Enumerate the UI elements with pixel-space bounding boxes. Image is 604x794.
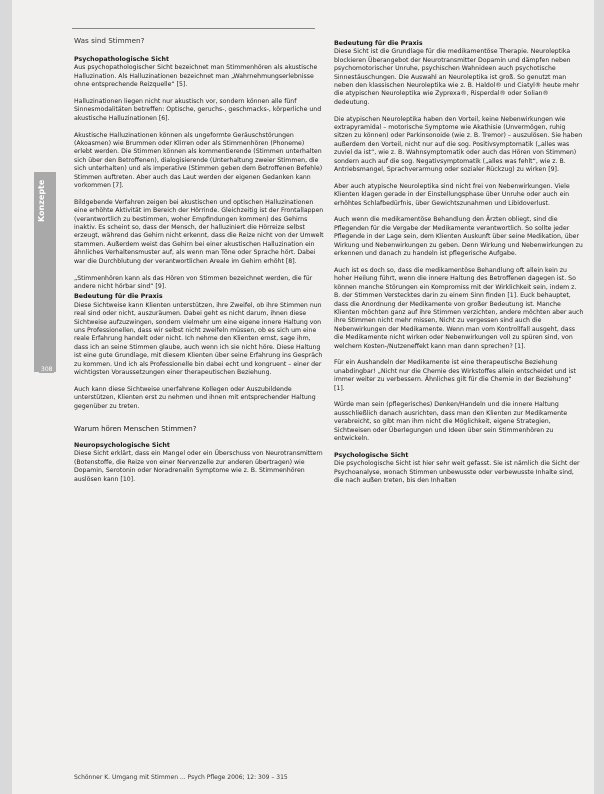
side-tab-label: Konzepte — [37, 179, 46, 222]
paragraph: Würde man sein (pflegerisches) Denken/Handeln und die innere Haltung ausschließlich danach ausrichten, dass man den Klienten zur Medikamente verabreicht, so gibt man ihm nicht die Möglichkeit, eigene Strategien, Sichtweisen oder Überlegungen und Ideen über sein Stimmenhören zu entwickeln. — [334, 401, 568, 442]
paragraph: Diese Sicht ist die Grundlage für die medikamentöse Therapie. Neuroleptika blockieren Überangebot der Neurotransmitter Dopamin und dämpfen neben psychomotorischer Unruhe, psychischen Wahnideen auch psychotische Sinnestäuschungen. Die Auswahl an Neuroleptika ist groß. So genutzt man neben den klassischen Neuroleptika wie z. B. Haldol® und Ciatyl® heute mehr die atypischen Neuroleptika wie Zyprexa®, Risperdal® oder Solian® dedeutung. — [334, 48, 580, 106]
right-column — [334, 40, 584, 494]
side-page-number: 308 — [41, 366, 53, 373]
paragraph: Aber auch atypische Neuroleptika sind nicht frei von Nebenwirkungen. Viele Klienten klagen gerade in der Einstellungsphase über Unruhe oder auch ein erhöhtes Schlafbedürfnis, über Gewichtszunahmen und Libidoverlust. — [334, 182, 570, 207]
left-column — [74, 56, 324, 492]
page-footer-citation: Schönner K. Umgang mit Stimmen ... Psych Pflege 2006; 12: 309 – 315 — [74, 774, 288, 781]
heading-psychopathologische-sicht: Psychopathologische Sicht — [74, 56, 169, 63]
document-page — [12, 0, 594, 794]
heading-neuropsychologische-sicht: Neuropsychologische Sicht — [74, 441, 170, 449]
paragraph: Halluzinationen liegen nicht nur akustisch vor, sondern können alle fünf Sinnesmodalitäten betreffen: Optische, geruchs-, geschmacks-, körperliche und akustische Halluzinationen [6]. — [74, 98, 322, 122]
header-rule — [72, 28, 315, 29]
heading-psychologische-sicht: Psychologische Sicht — [334, 451, 409, 459]
paragraph: Auch kann diese Sichtweise unerfahrene Kollegen oder Auszubildende unterstützen, Klienten erst zu nehmen und ihnen mit entsprechender Haltung gegenüber zu treten. — [74, 385, 316, 410]
paragraph: Bildgebende Verfahren zeigen bei akustischen und optischen Halluzinationen eine erhöhte Aktivität im Bereich der Hörrinde. Gleichzeitig ist der Frontallappen (verantwortlich zu bestimmen, woher Empfindungen kommen) des Gehirns inaktiv. Es scheint so, dass der Mensch, der halluziniert die Hörreize selbst erzeugt, während das Gehirn nicht erkennt, dass die Reize nicht von der Umwelt stammen. Außerdem weist das Gehirn bei einer akustischen Halluzination ein ähnliches Verhaltensmuster auf, als wenn man Töne oder Sprache hört. Dabei war die Durchblutung der verantwortlichen Areale im Gehirn erhöht [8]. — [74, 198, 324, 265]
paragraph: Diese Sicht erklärt, dass ein Mangel oder ein Überschuss von Neurotransmittern (Botenstoffe, die Reize von einer Nervenzelle zur anderen übertragen) wie Dopamin, Serotonin oder Noradrenalin Symptome wie z. B. Stimmenhören auslösen kann [10]. — [74, 450, 323, 483]
heading-bedeutung-praxis: Bedeutung für die Praxis — [74, 293, 163, 301]
paragraph: Akustische Halluzinationen können als ungeformte Geräuschstörungen (Akoasmen) wie Brummen oder Klirren oder als Stimmenhören (Phoneme) erlebt werden. Die Stimmen können als kommentierende (Stimmen unterhalten sich über den Betroffenen), dialogisierende (Unterhaltung zweier Stimmen, die sich unterhalten) und als imperative (Stimmen geben dem Betroffenen Befehle) Stimmen auftreten. Aber auch das Laut werden der eigenen Gedanken kann vorkommen [7]. — [74, 131, 323, 190]
heading-warum-stimmen: Warum hören Menschen Stimmen? — [74, 424, 197, 433]
heading-bedeutung-praxis: Bedeutung für die Praxis — [334, 40, 423, 47]
paragraph: Auch ist es doch so, dass die medikamentöse Behandlung oft allein kein zu hoher Heilung führt, wenn die innere Haltung des Betroffenen dagegen ist. So können manche Störungen ein Kompromiss mit der Wirklichkeit sein, indem z. B. der Stimmen Verstecktes darin zu einem Sinn finden [1]. Euck behauptet, dass die Anordnung der Medikamente von großer Bedeutung ist. Manche Klienten möchten ganz auf ihre Stimmen verzichten, andere möchten aber auch ihre Stimmen nicht mehr missen, Nicht zu vergessen sind auch die Nebenwirkungen der Medikamente. Wenn man vom Kontrollfall ausgeht, dass die Medikamente nicht wirken oder Nebenwirkungen voll zu spüren sind, von welchem Kosten-/Nutzeneffekt kann man dann sprechen? [1]. — [334, 266, 584, 350]
paragraph: Diese Sichtweise kann Klienten unterstützen, ihre Zweifel, ob ihre Stimmen nun real sind oder nicht, auszuräumen. Dabei geht es nicht darum, ihnen diese Sichtweise aufzuzwingen, sondern vielmehr um eine eigene innere Haltung von uns Professionellen, dass wir selbst nicht zweifeln müssen, ob es sich um eine reale Erfahrung handelt oder nicht. Ich nehme den Klienten ernst, sage ihm, dass ich an seine Stimmen glaube, auch wenn ich sie nicht höre. Diese Haltung ist eine gute Grundlage, mit diesem Klienten über seine Erfahrung ins Gespräch zu kommen. Und ich als Professionelle bin dabei echt und kongruent – einer der wichtigsten Voraussetzungen einer therapeutischen Beziehung. — [74, 301, 323, 376]
paragraph: Aus psychopathologischer Sicht bezeichnet man Stimmenhören als akustische Halluzination. Als Halluzinationen bezeichnet man „Wahrnehmungserlebnisse ohne entsprechende Reizquelle“ [5]. — [74, 64, 318, 89]
paragraph: Auch wenn die medikamentöse Behandlung den Ärzten obliegt, sind die Pflegenden für die Vergabe der Medikamente verantwortlich. So sollte jeder Pflegende in der Lage sein, dem Klienten Auskunft über seine Medikation, über Wirkung und Nebenwirkungen zu geben. Denn Wirkung und Nebenwirkungen zu erkennen und danach zu handeln ist pflegerische Aufgabe. — [334, 216, 583, 258]
section-header: Was sind Stimmen? — [74, 36, 145, 45]
paragraph: Für ein Aushandeln der Medikamente ist eine therapeutische Beziehung unabdingbar! „Nicht nur die Chemie des Wirkstoffes allein entscheidet und ist immer weiter zu verbessern. Ähnliches gilt für die Chemie in der Beziehung“ [1]. — [334, 359, 576, 392]
side-section-tab — [34, 172, 56, 372]
paragraph: Die psychologische Sicht ist hier sehr weit gefasst. Sie ist nämlich die Sicht der Psychoanalyse, wonach Stimmen unbewusste oder verbewusste Inhalte sind, die nach außen treten, bis den Inhalten — [334, 460, 580, 485]
paragraph: Die atypischen Neuroleptika haben den Vorteil, keine Nebenwirkungen wie extrapyramidal – motorische Symptome wie Akathisie (Unvermögen, ruhig sitzen zu können) oder Parkinsonoide (wie z. B. Tremor) – auszulösen. Sie haben außerdem den Vorteil, nicht nur auf die sog. Positivsymptomatik („alles was zuviel da ist“, wie z. B. Wahnsymptomatik oder auch das Hören von Stimmen) sondern auch auf die sog. Negativsymptomatik („alles was fehlt“, wie z. B. Antriebsmangel, Sprachverarmung oder sozialer Rückzug) zu wirken [9]. — [334, 115, 583, 174]
quote: „Stimmenhören kann als das Hören von Stimmen bezeichnet werden, die für andere nicht hörbar sind“ [9]. — [74, 274, 313, 290]
